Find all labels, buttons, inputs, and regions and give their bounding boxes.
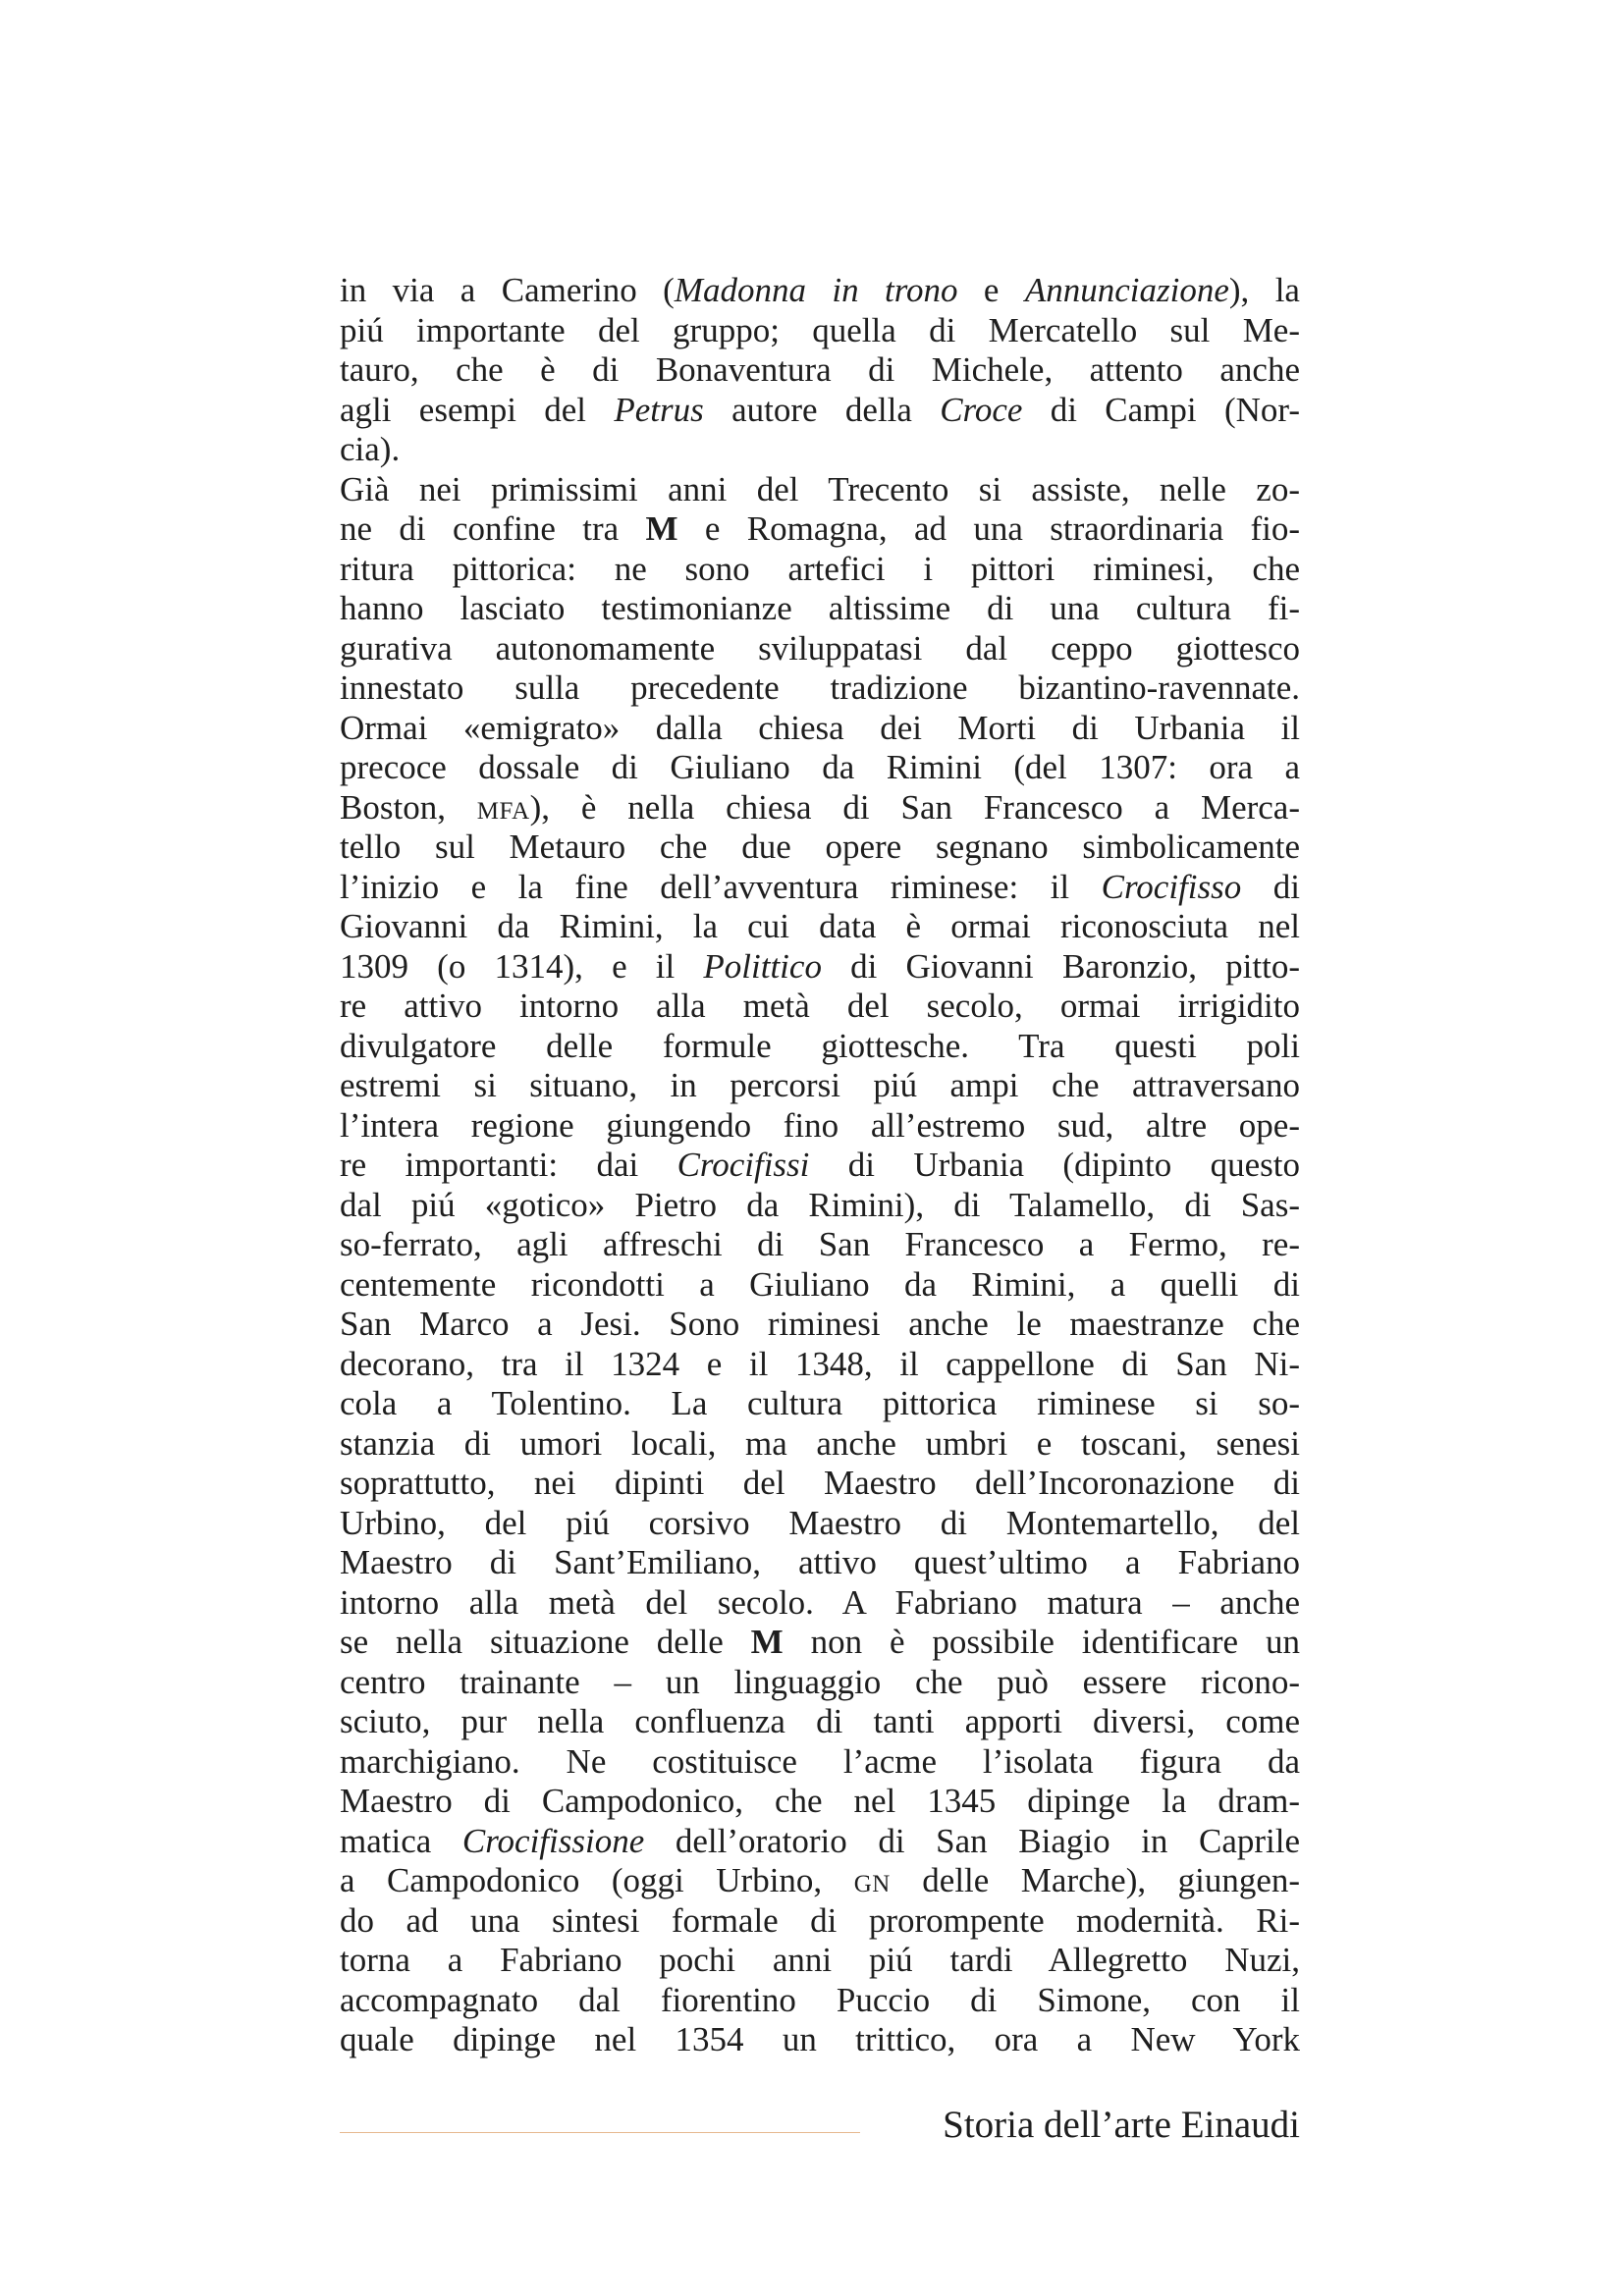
text-run: gurativa autonomamente sviluppatasi dal ceppo giottesco	[340, 628, 1300, 667]
text-run: Maestro di Campodonico, che nel 1345 dipinge la dram-	[340, 1782, 1300, 1820]
text-italic: Polittico	[703, 946, 822, 986]
text-run: ritura pittorica: ne sono artefici i pittori riminesi, che	[340, 549, 1300, 588]
text-run: sciuto, pur nella confluenza di tanti apporti diversi, come	[340, 1702, 1300, 1740]
text-run: di	[1241, 867, 1300, 906]
text-run: cola a Tolentino. La cultura pittorica riminese si so-	[340, 1384, 1300, 1422]
text-run: tauro, che è di Bonaventura di Michele, attento anche	[340, 350, 1300, 389]
text-line	[340, 391, 1300, 431]
text-line	[340, 1941, 1300, 1981]
text-italic: Annunciazione	[1024, 271, 1229, 309]
text-smallcaps: gn	[853, 1861, 891, 1899]
text-line	[340, 1464, 1300, 1504]
text-run: do ad una sintesi formale di prorompente modernità. Ri-	[340, 1900, 1300, 1940]
text-run: centemente ricondotti a Giuliano da Rimini, a quelli di	[340, 1264, 1300, 1304]
text-run: estremi si situano, in percorsi piú ampi che attraversano	[340, 1066, 1300, 1104]
text-run: delle Marche), giungen-	[890, 1861, 1301, 1899]
text-line	[340, 1265, 1300, 1306]
text-run: marchigiano. Ne costituisce l’acme l’isolata figura da	[340, 1741, 1300, 1781]
text-run: Giovanni da Rimini, la cui data è ormai riconosciuta nel	[340, 907, 1300, 945]
text-run: centro trainante – un linguaggio che può essere ricono-	[340, 1662, 1300, 1701]
text-italic: Petrus	[614, 390, 704, 429]
text-line	[340, 311, 1300, 351]
text-bold: M	[750, 1623, 784, 1661]
text-line	[340, 509, 1300, 550]
body-text	[340, 271, 1300, 2060]
text-italic: Crocifissi	[676, 1146, 810, 1184]
text-line	[340, 868, 1300, 908]
text-run: a Campodonico (oggi Urbino,	[340, 1861, 854, 1899]
text-bold: M	[645, 509, 678, 548]
text-line	[340, 748, 1300, 788]
text-line	[340, 1146, 1300, 1186]
text-run: Boston,	[340, 787, 477, 827]
text-run: 1309 (o 1314), e il	[340, 946, 704, 986]
text-italic: Crocifissione	[461, 1821, 645, 1860]
text-run: San Marco a Jesi. Sono riminesi anche le maestranze che	[340, 1305, 1300, 1343]
text-line	[340, 1305, 1300, 1345]
text-italic: Crocifisso	[1101, 867, 1242, 906]
text-line	[340, 470, 1300, 510]
text-line	[340, 1066, 1300, 1106]
text-line	[340, 1663, 1300, 1703]
text-run: dal piú «gotico» Pietro da Rimini), di Talamello, di Sas-	[340, 1185, 1300, 1224]
text-run: Urbino, del piú corsivo Maestro di Montemartello, del	[340, 1503, 1300, 1542]
text-run: hanno lasciato testimonianze altissime di una cultura fi-	[340, 589, 1300, 627]
text-run: di Giovanni Baronzio, pitto-	[821, 946, 1300, 986]
text-run: ), la	[1228, 271, 1300, 309]
text-run: dell’oratorio di San Biagio in Caprile	[644, 1821, 1300, 1860]
text-run: tello sul Metauro che due opere segnano simbolicamente	[340, 828, 1300, 866]
text-line	[340, 1027, 1300, 1067]
footer-book-title: Storia dell’arte Einaudi	[943, 2104, 1300, 2146]
text-line	[340, 788, 1300, 828]
text-smallcaps: mfa	[476, 787, 530, 827]
text-run: in via a Camerino (	[340, 271, 675, 309]
text-line	[340, 589, 1300, 629]
text-run: di Campi (Nor-	[1022, 390, 1300, 429]
text-run: e	[957, 271, 1025, 309]
text-line	[340, 1861, 1300, 1901]
text-run: Già nei primissimi anni del Trecento si assiste, nelle zo-	[340, 469, 1300, 508]
text-line	[340, 2020, 1300, 2060]
text-line	[340, 1981, 1300, 2021]
text-run: so-ferrato, agli affreschi di San Francesco a Fermo, re-	[340, 1225, 1300, 1263]
text-line	[340, 1623, 1300, 1663]
text-run: e Romagna, ad una straordinaria fio-	[677, 509, 1300, 548]
text-run: intorno alla metà del secolo. A Fabriano matura – anche	[340, 1582, 1300, 1622]
text-italic: Madonna in trono	[674, 271, 958, 309]
text-run: autore della	[703, 390, 941, 429]
text-run: se nella situazione delle	[340, 1623, 751, 1661]
text-run: agli esempi del	[340, 390, 615, 429]
text-line	[340, 1822, 1300, 1862]
text-line	[340, 1186, 1300, 1226]
text-run: di Urbania (dipinto questo	[809, 1146, 1300, 1184]
text-run: non è possibile identificare un	[783, 1623, 1300, 1661]
text-run: matica	[340, 1821, 462, 1860]
text-run: cia).	[340, 430, 401, 468]
text-run: re importanti: dai	[340, 1146, 677, 1184]
text-line	[340, 1345, 1300, 1385]
text-line	[340, 430, 1300, 470]
text-line	[340, 947, 1300, 988]
text-line	[340, 987, 1300, 1027]
text-run: ne di confine tra	[340, 509, 646, 548]
text-run: innestato sulla precedente tradizione bizantino-ravennate.	[340, 668, 1300, 707]
text-line	[340, 1543, 1300, 1583]
text-run: precoce dossale di Giuliano da Rimini (del 1307: ora a	[340, 748, 1300, 786]
text-line	[340, 668, 1300, 709]
text-line	[340, 1742, 1300, 1783]
text-line	[340, 629, 1300, 669]
page-footer	[340, 2101, 1300, 2160]
text-line	[340, 1782, 1300, 1822]
text-run: piú importante del gruppo; quella di Mercatello sul Me-	[340, 310, 1300, 349]
text-line	[340, 350, 1300, 391]
text-run: Ormai «emigrato» dalla chiesa dei Morti di Urbania il	[340, 708, 1300, 747]
footer-rule	[340, 2132, 860, 2133]
text-line	[340, 709, 1300, 749]
text-run: divulgatore delle formule giottesche. Tra questi poli	[340, 1026, 1300, 1065]
text-line	[340, 1583, 1300, 1624]
text-run: ), è nella chiesa di San Francesco a Merca-	[529, 787, 1300, 827]
text-line	[340, 1901, 1300, 1942]
text-run: l’intera regione giungendo fino all’estremo sud, altre ope-	[340, 1105, 1300, 1145]
text-line	[340, 1106, 1300, 1147]
text-run: l’inizio e la fine dell’avventura riminese: il	[340, 867, 1102, 906]
text-line	[340, 271, 1300, 311]
text-run: quale dipinge nel 1354 un trittico, ora a New York	[340, 2020, 1300, 2058]
text-line	[340, 907, 1300, 947]
text-line	[340, 1225, 1300, 1265]
text-run: stanzia di umori locali, ma anche umbri e toscani, senesi	[340, 1423, 1300, 1463]
text-line	[340, 550, 1300, 590]
text-line	[340, 1424, 1300, 1465]
text-line	[340, 1384, 1300, 1424]
text-run: soprattutto, nei dipinti del Maestro dell’Incoronazione di	[340, 1464, 1300, 1502]
text-run: decorano, tra il 1324 e il 1348, il cappellone di San Ni-	[340, 1344, 1300, 1383]
text-line	[340, 1504, 1300, 1544]
text-run: accompagnato dal fiorentino Puccio di Simone, con il	[340, 1980, 1300, 2019]
text-line	[340, 1702, 1300, 1742]
text-run: torna a Fabriano pochi anni piú tardi Allegretto Nuzi,	[340, 1941, 1300, 1979]
text-line	[340, 828, 1300, 868]
text-run: Maestro di Sant’Emiliano, attivo quest’ultimo a Fabriano	[340, 1543, 1300, 1581]
text-italic: Croce	[940, 390, 1023, 429]
text-run: re attivo intorno alla metà del secolo, ormai irrigidito	[340, 987, 1300, 1025]
